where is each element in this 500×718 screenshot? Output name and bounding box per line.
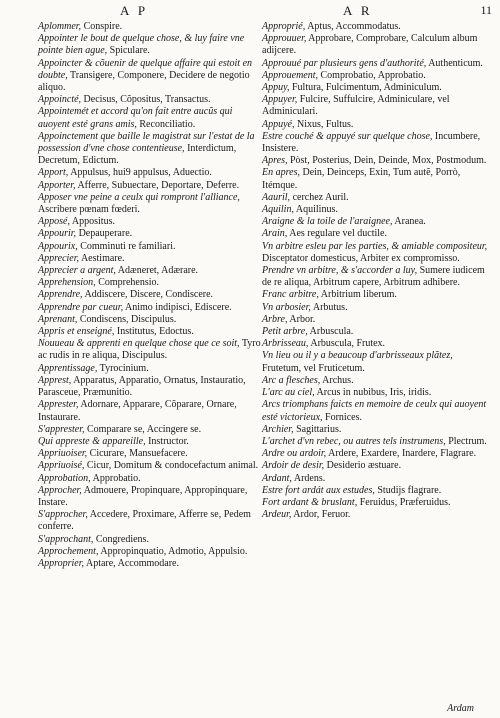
latin-gloss: Pòst, Posterius, Dein, Deinde, Mox, Postmodum. (287, 155, 487, 167)
french-headword: En apres, (262, 167, 300, 179)
dictionary-entry (38, 448, 264, 460)
dictionary-entry (38, 94, 264, 106)
dictionary-entry (262, 314, 488, 326)
dictionary-entry (38, 436, 264, 448)
dictionary-entry (262, 82, 488, 94)
latin-gloss: Adornare, Apparare, Cõparare, Ornare, Instaurare. (38, 399, 237, 423)
dictionary-entry (262, 216, 488, 228)
dictionary-entry (38, 509, 264, 533)
dictionary-entry (38, 106, 264, 130)
latin-gloss: Aestimare. (79, 252, 125, 264)
latin-gloss: Fultura, Fulcimentum, Adminiculum. (289, 82, 442, 94)
french-headword: Approprié, (262, 21, 306, 32)
french-headword: Apprentissage, (38, 362, 98, 374)
french-headword: Apposé, (38, 216, 70, 228)
dictionary-entry (262, 350, 488, 374)
french-headword: Qui appreste & appareille, (38, 435, 146, 447)
french-headword: Appoincter & cõuenir de quelque affaire qui estoit en doubte, (38, 57, 253, 81)
latin-gloss: Comprehensio. (95, 277, 160, 289)
french-headword: Ardeur, (262, 509, 292, 521)
french-headword: Fort ardant & bruslant, (262, 496, 358, 508)
dictionary-entry (38, 314, 264, 326)
dictionary-entry (262, 119, 488, 131)
french-headword: Arbre, (262, 313, 288, 325)
french-headword: Apport, (38, 167, 69, 179)
latin-gloss: Addiscere, Discere, Condiscere. (82, 289, 214, 301)
french-headword: Vn arbitre esleu par les parties, & amiable compositeur, (262, 240, 488, 252)
latin-gloss: Tyrocinium. (97, 362, 149, 374)
latin-gloss: Ardens. (291, 472, 326, 484)
french-headword: Arain, (262, 228, 288, 240)
left-column (38, 21, 264, 570)
french-headword: Petit arbre, (262, 326, 308, 338)
latin-gloss: Appulsus, hui9 appulsus, Aduectio. (68, 167, 212, 179)
latin-gloss: Depauperare. (76, 228, 133, 240)
dictionary-entry (38, 216, 264, 228)
latin-gloss: Studijs flagrare. (374, 484, 442, 496)
french-headword: Arbrisseau, (262, 338, 309, 350)
french-headword: Appoincté, (38, 94, 82, 106)
dictionary-entry (38, 277, 264, 289)
french-headword: Estre couché & appuyé sur quelque chose, (262, 130, 433, 142)
dictionary-entry (38, 131, 264, 168)
french-headword: Apporter, (38, 179, 76, 191)
latin-gloss: Arcus in nubibus, Iris, iridis. (314, 387, 432, 399)
dictionary-entry (262, 241, 488, 265)
dictionary-entry (38, 33, 264, 57)
french-headword: L'archet d'vn rebec, ou autres tels instrumens, (262, 435, 446, 447)
dictionary-entry (38, 363, 264, 375)
latin-gloss: Sagittarius. (293, 423, 342, 435)
dictionary-entry (38, 241, 264, 253)
catchword: Ardam (447, 703, 474, 714)
dictionary-entry (262, 302, 488, 314)
latin-gloss: Ardere, Exardere, Inardere, Flagrare. (326, 448, 477, 460)
right-column (262, 21, 488, 521)
dictionary-entry (38, 21, 264, 33)
french-headword: Approprier, (38, 557, 85, 569)
french-headword: Appointemét et accord qu'on fait entre aucũs qui auoyent esté grans amis, (38, 106, 233, 130)
french-headword: Vn arbosier, (262, 301, 311, 313)
latin-gloss: Aptus, Accommodatus. (305, 21, 401, 32)
dictionary-entry (262, 70, 488, 82)
dictionary-entry (38, 375, 264, 399)
dictionary-entry (262, 387, 488, 399)
dictionary-entry (262, 192, 488, 204)
latin-gloss: Animo indipisci, Ediscere. (123, 301, 232, 313)
dictionary-entry (262, 21, 488, 33)
latin-gloss: Decisus, Cõpositus, Transactus. (81, 94, 211, 106)
latin-gloss: Interdictum, Decretum, Edictum. (38, 143, 237, 167)
latin-gloss: Congrediens. (93, 533, 149, 545)
dictionary-entry (262, 497, 488, 509)
dictionary-entry (262, 399, 488, 423)
latin-gloss: Fornices. (322, 411, 362, 423)
french-headword: Franc arbitre, (262, 289, 319, 301)
dictionary-entry (38, 302, 264, 314)
dictionary-entry (262, 338, 488, 350)
dictionary-entry (38, 485, 264, 509)
running-head-right: A R (343, 3, 373, 18)
dictionary-entry (262, 289, 488, 301)
latin-gloss: Appositus. (69, 216, 115, 228)
french-headword: Appriuoiser, (38, 448, 88, 460)
latin-gloss: Tyro ac rudis in re aliqua, Discipulus. (38, 338, 261, 362)
french-headword: Aquilin, (262, 204, 294, 216)
latin-gloss: Aptare, Accommodare. (84, 557, 179, 569)
dictionary-entry (262, 509, 488, 521)
french-headword: Apposer vne peine a ceulx qui rompront l'alliance, (38, 191, 240, 203)
latin-gloss: Dein, Deinceps, Exin, Tum autẽ, Porrò, Itémque. (262, 167, 461, 191)
french-headword: Ardant, (262, 472, 292, 484)
dictionary-entry (38, 58, 264, 95)
french-headword: L'arc au ciel, (262, 387, 315, 399)
latin-gloss: Transigere, Componere, Decidere de negotio aliquo. (38, 69, 250, 94)
french-headword: Appoinctement que baille le magistrat sur l'estat de la possession d'vne chose contentieuse, (38, 130, 255, 155)
latin-gloss: Approbatio. (90, 472, 141, 484)
french-headword: Appourir, (38, 228, 77, 240)
latin-gloss: Archus. (320, 374, 354, 386)
dictionary-entry (262, 485, 488, 497)
page-number: 11 (480, 3, 492, 17)
french-headword: Appuyer, (262, 94, 298, 106)
latin-gloss: Accedere, Proximare, Afferre se, Pedem conferre. (38, 509, 251, 533)
french-headword: Aprenant, (38, 313, 78, 325)
dictionary-entry (38, 473, 264, 485)
dictionary-entry (262, 94, 488, 118)
dictionary-entry (38, 326, 264, 338)
running-header (0, 3, 500, 21)
latin-gloss: Admouere, Propinquare, Appropinquare, Instare. (38, 484, 248, 508)
latin-gloss: Reconciliatio. (136, 118, 196, 130)
dictionary-entry (38, 338, 264, 362)
french-headword: Approchement, (38, 545, 99, 557)
french-headword: Approuué par plusieurs gens d'authorité, (262, 57, 427, 69)
latin-gloss: Feruidus, Præferuidus. (357, 496, 451, 508)
dictionary-entry (262, 58, 488, 70)
latin-gloss: cerchez Auril. (290, 191, 349, 203)
latin-gloss: Afferre, Subuectare, Deportare, Deferre. (75, 179, 240, 191)
dictionary-entry (262, 155, 488, 167)
dictionary-entry (38, 180, 264, 192)
dictionary-entry (262, 448, 488, 460)
dictionary-entry (38, 192, 264, 216)
dictionary-entry (262, 204, 488, 216)
dictionary-entry (262, 424, 488, 436)
latin-gloss: Incumbere, Insistere. (262, 130, 481, 155)
french-headword: Appuy, (262, 82, 290, 94)
latin-gloss: Cicur, Domitum & condocefactum animal. (84, 460, 259, 472)
dictionary-entry (38, 424, 264, 436)
latin-gloss: Conspire. (81, 21, 123, 32)
french-headword: S'approcher, (38, 509, 88, 521)
french-headword: Apprehension, (38, 277, 96, 289)
dictionary-entry (262, 228, 488, 240)
french-headword: Apprendre par cueur, (38, 301, 124, 313)
latin-gloss: Arbor. (287, 313, 316, 325)
latin-gloss: Aranea. (392, 216, 426, 228)
dictionary-entry (38, 228, 264, 240)
french-headword: Appourix, (38, 240, 78, 252)
french-headword: Archier, (262, 423, 294, 435)
latin-gloss: Disceptator domesticus, Arbiter ex compromisso. (262, 252, 460, 264)
dictionary-entry (262, 131, 488, 155)
dictionary-entry (38, 167, 264, 179)
french-headword: Arcs triomphans faicts en memoire de ceulx qui auoyent esté victorieux, (262, 399, 487, 423)
dictionary-entry (38, 253, 264, 265)
french-headword: Approuuer, (262, 33, 307, 45)
latin-gloss: Instructor. (145, 435, 189, 447)
latin-gloss: Arbitrium liberum. (318, 289, 397, 301)
latin-gloss: Sumere iudicem de re aliqua, Arbitrum capere, Arbitrum adhibere. (262, 265, 485, 289)
french-headword: Apprester, (38, 399, 79, 411)
latin-gloss: Spiculare. (107, 45, 150, 57)
latin-gloss: Arbuscula, Frutex. (308, 338, 386, 350)
latin-gloss: Comminuti re familiari. (77, 240, 176, 252)
latin-gloss: Comparare se, Accingere se. (84, 423, 202, 435)
dictionary-entry (38, 289, 264, 301)
french-headword: Appris et enseigné, (38, 326, 115, 338)
dictionary-entry (262, 436, 488, 448)
dictionary-entry (262, 473, 488, 485)
latin-gloss: Ascribere pœnam fœderi. (38, 204, 140, 216)
french-headword: Aplommer, (38, 21, 82, 32)
french-headword: S'apprester, (38, 423, 85, 435)
french-headword: Apprendre, (38, 289, 83, 301)
dictionary-entry (38, 265, 264, 277)
french-headword: Appuyé, (262, 118, 295, 130)
latin-gloss: Fulcire, Suffulcire, Adminiculare, vel Adminiculari. (262, 94, 450, 118)
french-headword: Prendre vn arbitre, & s'accorder a luy, (262, 265, 418, 277)
latin-gloss: Desiderio æstuare. (324, 460, 402, 472)
latin-gloss: Aes regulare vel ductile. (287, 228, 387, 240)
dictionary-entry (38, 534, 264, 546)
french-headword: Apprest, (38, 374, 72, 386)
french-headword: Approbation, (38, 472, 91, 484)
latin-gloss: Arbutus. (310, 301, 348, 313)
latin-gloss: Nixus, Fultus. (294, 118, 354, 130)
french-headword: Apprecier, (38, 252, 80, 264)
latin-gloss: Aquilinus. (293, 204, 338, 216)
dictionary-entry (262, 326, 488, 338)
french-headword: Ardoir de desir, (262, 460, 325, 472)
dictionary-entry (262, 33, 488, 57)
french-headword: Ardre ou ardoir, (262, 448, 327, 460)
running-head-left: A P (120, 3, 149, 18)
dictionary-entry (38, 399, 264, 423)
french-headword: Arc a flesches, (262, 374, 321, 386)
french-headword: Approcher, (38, 484, 82, 496)
latin-gloss: Authenticum. (426, 57, 483, 69)
french-headword: Vn lieu ou il y a beaucoup d'arbrisseaux plãtez, (262, 350, 453, 362)
french-headword: Apprecier a argent, (38, 265, 116, 277)
dictionary-entry (38, 546, 264, 558)
latin-gloss: Frutetum, vel Fruticetum. (262, 362, 365, 374)
latin-gloss: Apparatus, Apparatio, Ornatus, Instauratio, Parasceue, Præmunitio. (38, 374, 246, 399)
dictionary-entry (262, 167, 488, 191)
french-headword: Araigne & la toile de l'araignee, (262, 216, 393, 228)
french-headword: Appointer le bout de quelque chose, & luy faire vne pointe bien ague, (38, 33, 245, 57)
latin-gloss: Comprobatio, Approbatio. (318, 69, 426, 81)
latin-gloss: Plectrum. (445, 435, 487, 447)
french-headword: Appriuoisé, (38, 460, 85, 472)
french-headword: Aauril, (262, 191, 291, 203)
french-headword: S'approchant, (38, 533, 94, 545)
latin-gloss: Approbare, Comprobare, Calculum album adijcere. (262, 33, 478, 57)
dictionary-entry (262, 460, 488, 472)
latin-gloss: Arbuscula. (307, 326, 354, 338)
latin-gloss: Condiscens, Discipulus. (77, 313, 177, 325)
latin-gloss: Institutus, Edoctus. (114, 326, 194, 338)
latin-gloss: Cicurare, Mansuefacere. (87, 448, 188, 460)
french-headword: Estre fort ardát aux estudes, (262, 484, 375, 496)
french-headword: Nouueau & apprenti en quelque chose que ce soit, (38, 338, 240, 350)
french-headword: Apres, (262, 155, 288, 167)
latin-gloss: Adæneret, Adærare. (115, 265, 199, 277)
dictionary-entry (262, 375, 488, 387)
dictionary-entry (38, 460, 264, 472)
dictionary-entry (38, 558, 264, 570)
french-headword: Approuement, (262, 69, 319, 81)
latin-gloss: Ardor, Feruor. (291, 509, 351, 521)
latin-gloss: Appropinquatio, Admotio, Appulsio. (98, 545, 248, 557)
dictionary-entry (262, 265, 488, 289)
